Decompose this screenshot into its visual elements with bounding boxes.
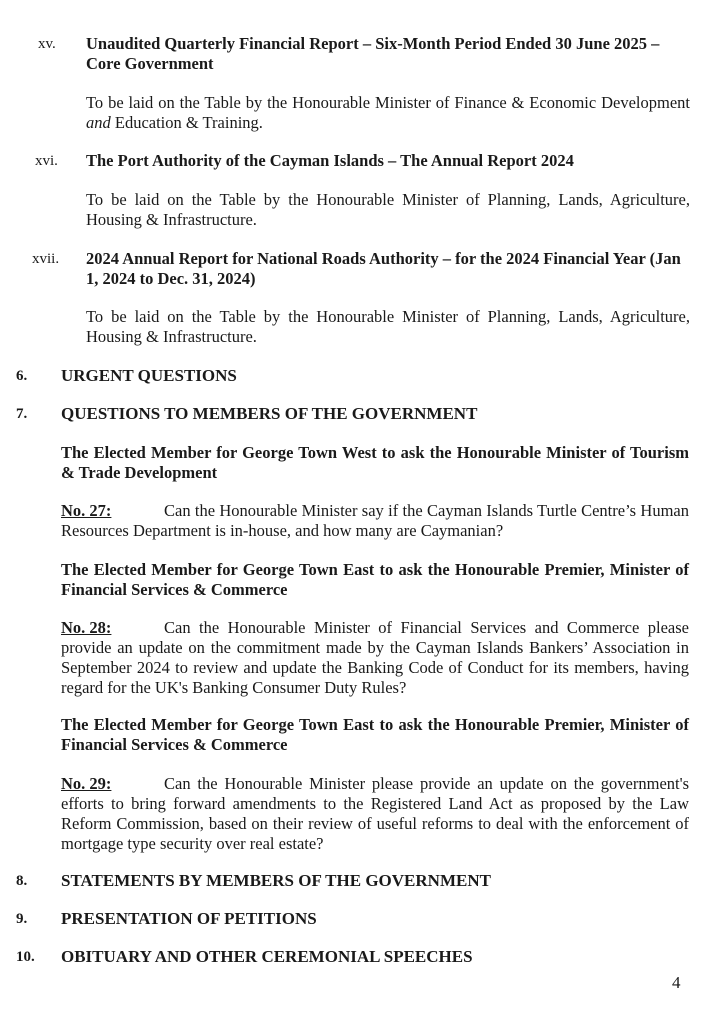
- page-number: 4: [672, 973, 681, 992]
- section-title: QUESTIONS TO MEMBERS OF THE GOVERNMENT: [61, 404, 478, 423]
- section-number: 9.: [16, 911, 28, 927]
- section-number: 10.: [16, 949, 35, 965]
- question-body: No. 29: Can the Honourable Minister please provide an update on the government's efforts to bring forward amendments to the Registered Land Act as proposed by the Law Reform Commission, based on their review of useful reforms to deal with the enforcement of mortgage type security over real estate?: [61, 774, 689, 853]
- item-numeral: xvi.: [35, 153, 58, 169]
- item-note: To be laid on the Table by the Honourable Minister of Finance & Economic Development and Education & Training.: [86, 93, 690, 132]
- question-body: No. 28: Can the Honourable Minister of Financial Services and Commerce please provide an update on the commitment made by the Cayman Islands Bankers’ Association in September 2024 to review and update the Banking Code of Conduct for its members, having regard for the UK's Banking Consumer Duty Rules?: [61, 618, 689, 697]
- item-title: The Port Authority of the Cayman Islands – The Annual Report 2024: [86, 151, 574, 170]
- section-title: STATEMENTS BY MEMBERS OF THE GOVERNMENT: [61, 871, 491, 890]
- section-title: URGENT QUESTIONS: [61, 366, 237, 385]
- section-title: OBITUARY AND OTHER CEREMONIAL SPEECHES: [61, 947, 473, 966]
- item-numeral: xv.: [38, 36, 56, 52]
- section-title: PRESENTATION OF PETITIONS: [61, 909, 317, 928]
- question-body: No. 27: Can the Honourable Minister say if the Cayman Islands Turtle Centre’s Human Resources Department is in-house, and how many are Caymanian?: [61, 501, 689, 540]
- question-number: No. 27:: [61, 501, 112, 520]
- section-number: 7.: [16, 406, 28, 422]
- question-heading: The Elected Member for George Town East to ask the Honourable Premier, Minister of Financial Services & Commerce: [61, 560, 689, 599]
- question-number: No. 28:: [61, 618, 112, 637]
- question-number: No. 29:: [61, 774, 112, 793]
- item-title: Unaudited Quarterly Financial Report – Six-Month Period Ended 30 June 2025 – Core Government: [86, 34, 660, 73]
- item-note: To be laid on the Table by the Honourable Minister of Planning, Lands, Agriculture, Housing & Infrastructure.: [86, 307, 690, 346]
- item-title: 2024 Annual Report for National Roads Authority – for the 2024 Financial Year (Jan 1, 2024 to Dec. 31, 2024): [86, 249, 681, 288]
- item-numeral: xvii.: [32, 251, 60, 267]
- section-number: 8.: [16, 873, 28, 889]
- section-number: 6.: [16, 368, 28, 384]
- question-heading: The Elected Member for George Town East to ask the Honourable Premier, Minister of Financial Services & Commerce: [61, 715, 689, 754]
- item-note: To be laid on the Table by the Honourable Minister of Planning, Lands, Agriculture, Housing & Infrastructure.: [86, 190, 690, 229]
- question-heading: The Elected Member for George Town West to ask the Honourable Minister of Tourism & Trade Development: [61, 443, 689, 482]
